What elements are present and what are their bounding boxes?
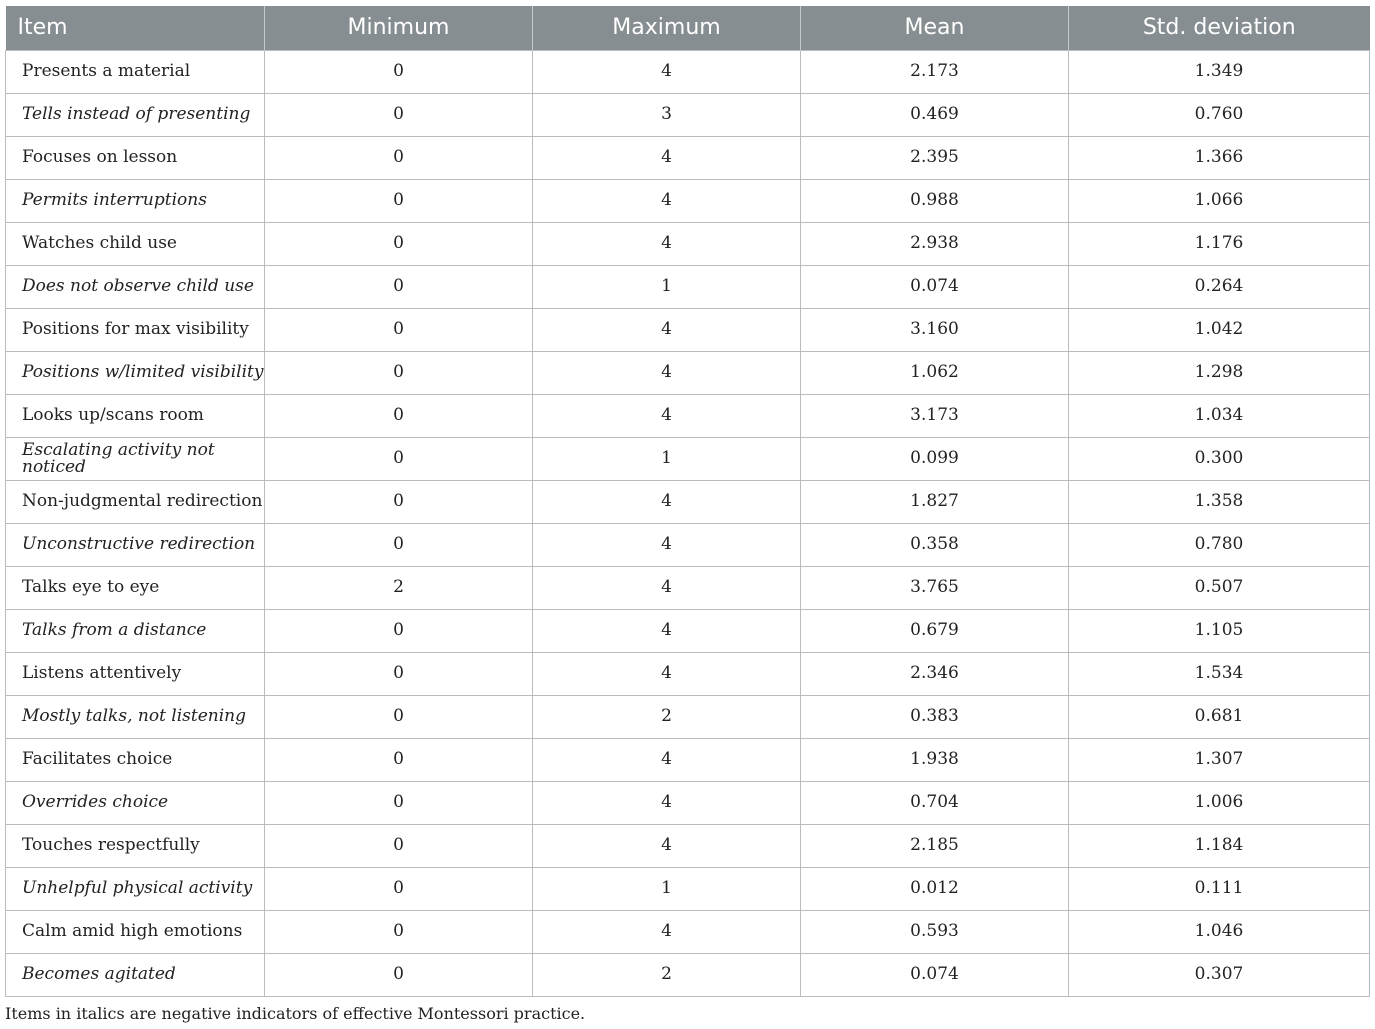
cell-item: Unconstructive redirection [6, 523, 265, 566]
table-row [6, 867, 1370, 910]
cell-maximum: 4 [533, 566, 801, 609]
cell-item: Does not observe child use [6, 265, 265, 308]
cell-minimum: 0 [265, 523, 533, 566]
cell-maximum: 4 [533, 781, 801, 824]
cell-minimum: 0 [265, 738, 533, 781]
table-row [6, 566, 1370, 609]
table-row [6, 609, 1370, 652]
cell-minimum: 0 [265, 308, 533, 351]
cell-std-deviation: 1.042 [1069, 308, 1370, 351]
table-row [6, 351, 1370, 394]
cell-std-deviation: 0.264 [1069, 265, 1370, 308]
cell-std-deviation: 1.046 [1069, 910, 1370, 953]
cell-item: Mostly talks, not listening [6, 695, 265, 738]
cell-maximum: 3 [533, 93, 801, 136]
cell-item: Watches child use [6, 222, 265, 265]
cell-std-deviation: 1.358 [1069, 480, 1370, 523]
cell-mean: 0.469 [801, 93, 1069, 136]
table-row [6, 265, 1370, 308]
cell-maximum: 1 [533, 867, 801, 910]
cell-minimum: 0 [265, 351, 533, 394]
cell-mean: 3.173 [801, 394, 1069, 437]
table-row [6, 394, 1370, 437]
cell-minimum: 0 [265, 93, 533, 136]
cell-mean: 2.185 [801, 824, 1069, 867]
cell-minimum: 0 [265, 609, 533, 652]
cell-minimum: 0 [265, 222, 533, 265]
table-row [6, 50, 1370, 93]
cell-minimum: 0 [265, 953, 533, 996]
cell-std-deviation: 0.780 [1069, 523, 1370, 566]
cell-mean: 1.938 [801, 738, 1069, 781]
cell-mean: 1.827 [801, 480, 1069, 523]
cell-minimum: 0 [265, 781, 533, 824]
cell-maximum: 4 [533, 480, 801, 523]
cell-mean: 0.099 [801, 437, 1069, 480]
cell-std-deviation: 1.066 [1069, 179, 1370, 222]
cell-item: Focuses on lesson [6, 136, 265, 179]
cell-maximum: 4 [533, 609, 801, 652]
cell-std-deviation: 0.760 [1069, 93, 1370, 136]
cell-item: Overrides choice [6, 781, 265, 824]
cell-minimum: 0 [265, 910, 533, 953]
cell-minimum: 0 [265, 50, 533, 93]
header-std-deviation: Std. deviation [1069, 6, 1370, 50]
cell-item: Positions w/limited visibility [6, 351, 265, 394]
cell-mean: 2.938 [801, 222, 1069, 265]
cell-maximum: 4 [533, 222, 801, 265]
cell-item: Becomes agitated [6, 953, 265, 996]
cell-mean: 0.679 [801, 609, 1069, 652]
cell-std-deviation: 1.176 [1069, 222, 1370, 265]
cell-std-deviation: 0.681 [1069, 695, 1370, 738]
cell-mean: 2.395 [801, 136, 1069, 179]
cell-maximum: 4 [533, 523, 801, 566]
cell-mean: 2.346 [801, 652, 1069, 695]
cell-maximum: 4 [533, 824, 801, 867]
cell-item: Talks from a distance [6, 609, 265, 652]
cell-item: Calm amid high emotions [6, 910, 265, 953]
cell-item: Presents a material [6, 50, 265, 93]
cell-minimum: 0 [265, 136, 533, 179]
table-row [6, 652, 1370, 695]
cell-maximum: 4 [533, 308, 801, 351]
cell-maximum: 4 [533, 738, 801, 781]
table-row [6, 480, 1370, 523]
header-item: Item [17, 15, 68, 41]
cell-std-deviation: 1.534 [1069, 652, 1370, 695]
cell-std-deviation: 0.300 [1069, 437, 1370, 480]
table-row [6, 738, 1370, 781]
cell-item: Permits interruptions [6, 179, 265, 222]
cell-maximum: 4 [533, 394, 801, 437]
cell-minimum: 0 [265, 437, 533, 480]
table-row [6, 910, 1370, 953]
table-row [6, 179, 1370, 222]
cell-minimum: 0 [265, 480, 533, 523]
table-row [6, 695, 1370, 738]
cell-std-deviation: 1.366 [1069, 136, 1370, 179]
cell-std-deviation: 1.034 [1069, 394, 1370, 437]
table-row [6, 437, 1370, 480]
cell-minimum: 2 [265, 566, 533, 609]
cell-mean: 0.074 [801, 265, 1069, 308]
cell-std-deviation: 1.307 [1069, 738, 1370, 781]
table-row [6, 781, 1370, 824]
cell-std-deviation: 1.006 [1069, 781, 1370, 824]
cell-item: Positions for max visibility [6, 308, 265, 351]
cell-mean: 0.593 [801, 910, 1069, 953]
cell-minimum: 0 [265, 394, 533, 437]
cell-minimum: 0 [265, 179, 533, 222]
stats-table-container [5, 6, 1369, 997]
table-body [6, 50, 1370, 996]
cell-item: Listens attentively [6, 652, 265, 695]
table-row [6, 308, 1370, 351]
cell-item: Tells instead of presenting [6, 93, 265, 136]
descriptive-stats-table [5, 6, 1370, 997]
cell-maximum: 4 [533, 136, 801, 179]
header-mean: Mean [801, 6, 1069, 50]
cell-maximum: 4 [533, 179, 801, 222]
cell-minimum: 0 [265, 824, 533, 867]
table-header [6, 6, 1370, 50]
table-row [6, 136, 1370, 179]
header-row [6, 6, 1370, 50]
cell-maximum: 4 [533, 910, 801, 953]
cell-maximum: 1 [533, 437, 801, 480]
cell-minimum: 0 [265, 652, 533, 695]
cell-mean: 2.173 [801, 50, 1069, 93]
cell-mean: 0.358 [801, 523, 1069, 566]
cell-maximum: 2 [533, 695, 801, 738]
cell-item: Non-judgmental redirection [6, 480, 265, 523]
header-minimum: Minimum [265, 6, 533, 50]
cell-std-deviation: 1.298 [1069, 351, 1370, 394]
cell-mean: 0.074 [801, 953, 1069, 996]
cell-mean: 0.988 [801, 179, 1069, 222]
cell-mean: 0.383 [801, 695, 1069, 738]
cell-item: Unhelpful physical activity [6, 867, 265, 910]
cell-item: Escalating activity not noticed [6, 437, 265, 480]
cell-std-deviation: 1.349 [1069, 50, 1370, 93]
cell-item: Talks eye to eye [6, 566, 265, 609]
cell-minimum: 0 [265, 867, 533, 910]
cell-mean: 3.160 [801, 308, 1069, 351]
table-row [6, 93, 1370, 136]
cell-std-deviation: 1.184 [1069, 824, 1370, 867]
cell-mean: 0.012 [801, 867, 1069, 910]
cell-mean: 1.062 [801, 351, 1069, 394]
cell-item: Looks up/scans room [6, 394, 265, 437]
cell-item: Facilitates choice [6, 738, 265, 781]
cell-maximum: 4 [533, 50, 801, 93]
table-footnote: Items in italics are negative indicators of effective Montessori practice. [5, 1004, 586, 1023]
table-row [6, 523, 1370, 566]
cell-std-deviation: 1.105 [1069, 609, 1370, 652]
cell-mean: 3.765 [801, 566, 1069, 609]
cell-std-deviation: 0.307 [1069, 953, 1370, 996]
cell-maximum: 4 [533, 351, 801, 394]
table-row [6, 953, 1370, 996]
header-maximum: Maximum [533, 6, 801, 50]
cell-maximum: 4 [533, 652, 801, 695]
cell-maximum: 2 [533, 953, 801, 996]
cell-std-deviation: 0.111 [1069, 867, 1370, 910]
table-row [6, 824, 1370, 867]
table-row [6, 222, 1370, 265]
cell-maximum: 1 [533, 265, 801, 308]
cell-minimum: 0 [265, 265, 533, 308]
cell-mean: 0.704 [801, 781, 1069, 824]
cell-std-deviation: 0.507 [1069, 566, 1370, 609]
cell-item: Touches respectfully [6, 824, 265, 867]
cell-minimum: 0 [265, 695, 533, 738]
